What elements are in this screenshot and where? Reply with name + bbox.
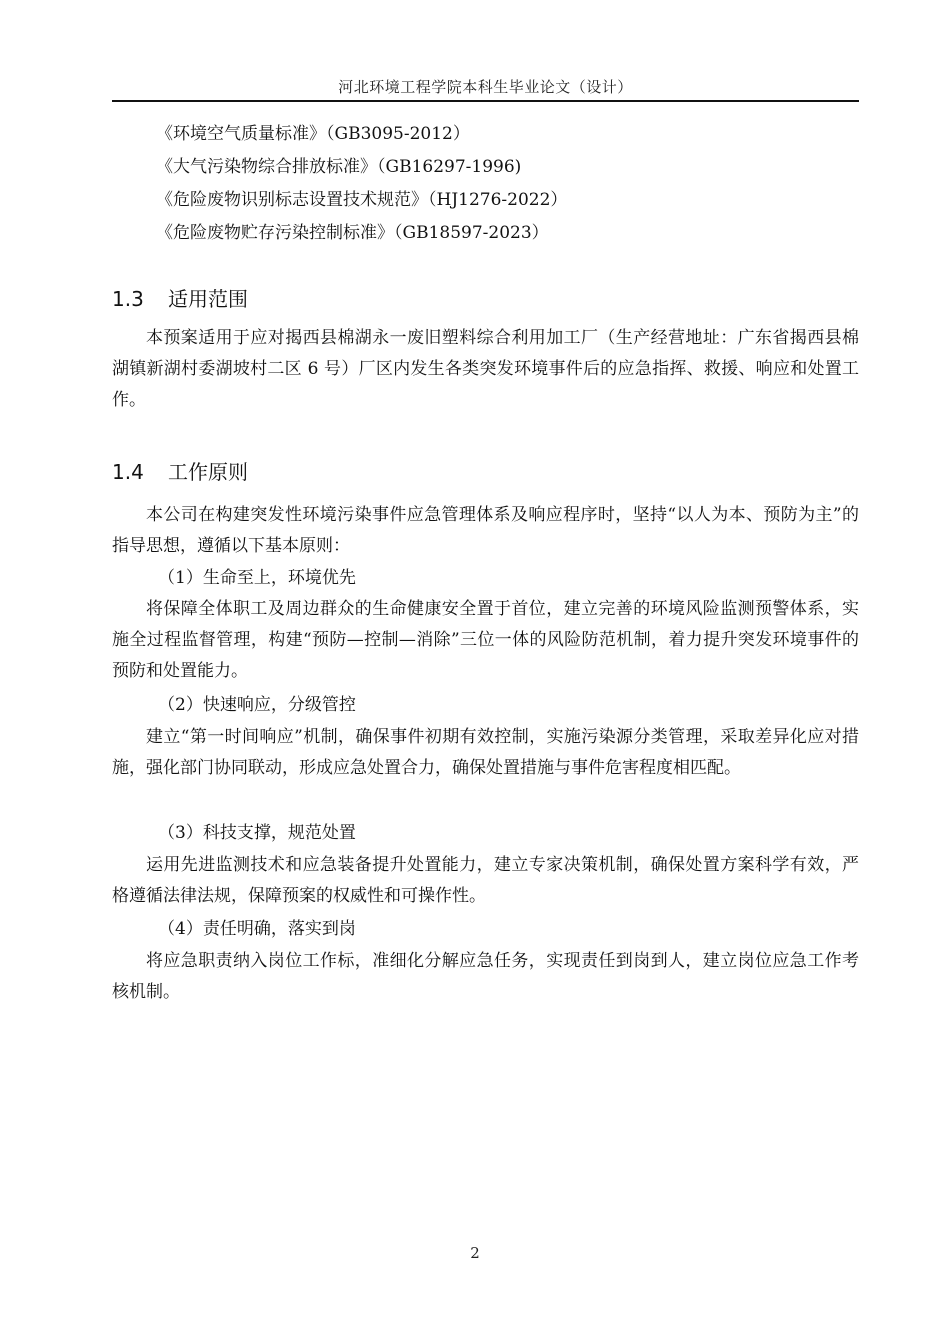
section-title: 适用范围 — [168, 287, 248, 311]
principle-text: 将保障全体职工及周边群众的生命健康安全置于首位，建立完善的环境风险监测预警体系，实施全过程监督管理，构建“预防—控制—消除”三位一体的风险防范机制，着力提升突发环境事件的预防和处置能力。 — [112, 599, 859, 681]
header-rule — [112, 100, 859, 102]
section-number: 1.3 — [112, 287, 144, 311]
principle-heading: （3）科技支撑，规范处置 — [158, 823, 356, 843]
standard-item: 《环境空气质量标准》（GB3095-2012） — [156, 124, 470, 144]
principle-heading: （4）责任明确，落实到岗 — [158, 919, 356, 939]
section-number: 1.4 — [112, 460, 144, 484]
standard-item: 《危险废物贮存污染控制标准》（GB18597-2023） — [156, 223, 549, 243]
principle-heading: （1）生命至上，环境优先 — [158, 568, 356, 588]
principles-intro: 本公司在构建突发性环境污染事件应急管理体系及响应程序时，坚持“以人为本、预防为主”的指导思想，遵循以下基本原则： — [112, 505, 859, 556]
principle-text: 运用先进监测技术和应急装备提升处置能力，建立专家决策机制，确保处置方案科学有效，严格遵循法律法规，保障预案的权威性和可操作性。 — [112, 855, 859, 906]
section-heading-1-3 — [112, 284, 248, 314]
standard-item: 《大气污染物综合排放标准》（GB16297-1996) — [156, 157, 522, 177]
standard-item: 《危险废物识别标志设置技术规范》（HJ1276-2022） — [156, 190, 568, 210]
principle-text: 将应急职责纳入岗位工作标，准细化分解应急任务，实现责任到岗到人，建立岗位应急工作考核机制。 — [112, 951, 859, 1002]
section-heading-1-4 — [112, 457, 248, 487]
principle-heading: （2）快速响应，分级管控 — [158, 695, 356, 715]
page-header: 河北环境工程学院本科生毕业论文（设计） — [338, 78, 633, 96]
standards-list — [156, 118, 856, 250]
page-number: 2 — [470, 1244, 480, 1262]
section-title: 工作原则 — [168, 460, 248, 484]
principle-text: 建立“第一时间响应”机制，确保事件初期有效控制，实施污染源分类管理，采取差异化应对措施，强化部门协同联动，形成应急处置合力，确保处置措施与事件危害程度相匹配。 — [112, 727, 859, 778]
scope-paragraph: 本预案适用于应对揭西县棉湖永一废旧塑料综合利用加工厂（生产经营地址：广东省揭西县棉湖镇新湖村委湖坡村二区 6 号）厂区内发生各类突发环境事件后的应急指挥、救援、响应和处置工作。 — [112, 328, 859, 410]
